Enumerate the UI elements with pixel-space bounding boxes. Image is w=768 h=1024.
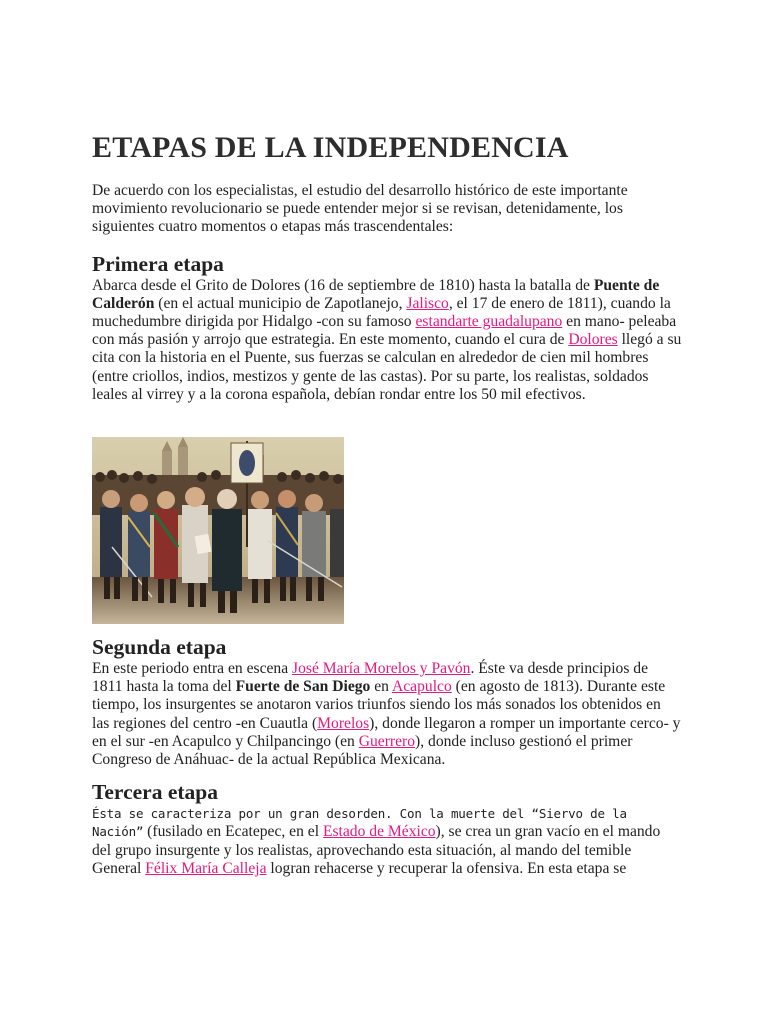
hidalgo-procession-painting [92,437,344,624]
section-paragraph-tercera-etapa: Ésta se caracteriza por un gran desorden. Con la muerte del “Siervo de la Nación” (fusilado en Ecatepec, en el Estado de México), se crea un gran vacío en el mando del grupo insurgente y los realistas, aprovechando esta situación, al mando del temible General Félix María Calleja logran rehacerse y recuperar la ofensiva. En esta etapa se [92,806,661,877]
section-heading-segunda-etapa: Segunda etapa [92,635,227,660]
link-guerrero[interactable]: Guerrero [358,732,416,750]
link-dolores[interactable]: Dolores [568,331,618,349]
link-estado-de-mexico[interactable]: Estado de México [322,823,436,841]
link-estandarte-guadalupano[interactable]: estandarte guadalupano [415,313,563,331]
section-paragraph-primera-etapa: Abarca desde el Grito de Dolores (16 de septiembre de 1810) hasta la batalla de Puente de Calderón (en el actual municipio de Zapotlanejo, Jalisco, el 17 de enero de 1811), cuando la muchedumbre dirigida por Hidalgo -con su famoso estandarte guadalupano en mano- peleaba con más pasión y arrojo que estrategia. En este momento, cuando el cura de Dolores llegó a su cita con la historia en el Puente, sus fuerzas se calculan en alrededor de cien mil hombres (entre criollos, indios, mestizos y gente de las castas). Por su parte, los realistas, soldados leales al virrey y a la corona española, debían rondar entre los 50 mil efectivos. [92,276,682,403]
section-heading-primera-etapa: Primera etapa [92,251,224,276]
bold-fuerte-de-san-diego: Fuerte de San Diego [235,678,371,696]
page-title: ETAPAS DE LA INDEPENDENCIA [92,131,569,164]
painting-illustration [92,437,344,624]
link-morelos[interactable]: Morelos [317,714,370,732]
document-content [92,128,682,878]
link-jalisco[interactable]: Jalisco [406,294,449,312]
section-paragraph-segunda-etapa: En este periodo entra en escena José María Morelos y Pavón. Éste va desde principios de 1811 hasta la toma del Fuerte de San Diego en Acapulco (en agosto de 1813). Durante este tiempo, los insurgentes se anotaron varios triunfos siendo los más sonados los obtenidos en las regiones del centro -en Cuautla (Morelos), donde llegaron a romper un importante cerco- y en el sur -en Acapulco y Chilpancingo (en Guerrero), donde incluso gestionó el primer Congreso de Anáhuac- de la actual República Mexicana. [92,660,681,769]
link-acapulco[interactable]: Acapulco [392,678,452,696]
section-heading-tercera-etapa: Tercera etapa [92,780,218,805]
link-jose-maria-morelos-y-pavon[interactable]: José María Morelos y Pavón [292,660,471,678]
intro-paragraph: De acuerdo con los especialistas, el estudio del desarrollo histórico de este importante movimiento revolucionario se puede entender mejor si se revisan, detenidamente, los siguientes cuatro momentos o etapas más trascendentales: [92,182,628,236]
link-felix-maria-calleja[interactable]: Félix María Calleja [145,859,267,877]
bold-puente-de-calderon: Puente de Calderón [92,276,660,312]
